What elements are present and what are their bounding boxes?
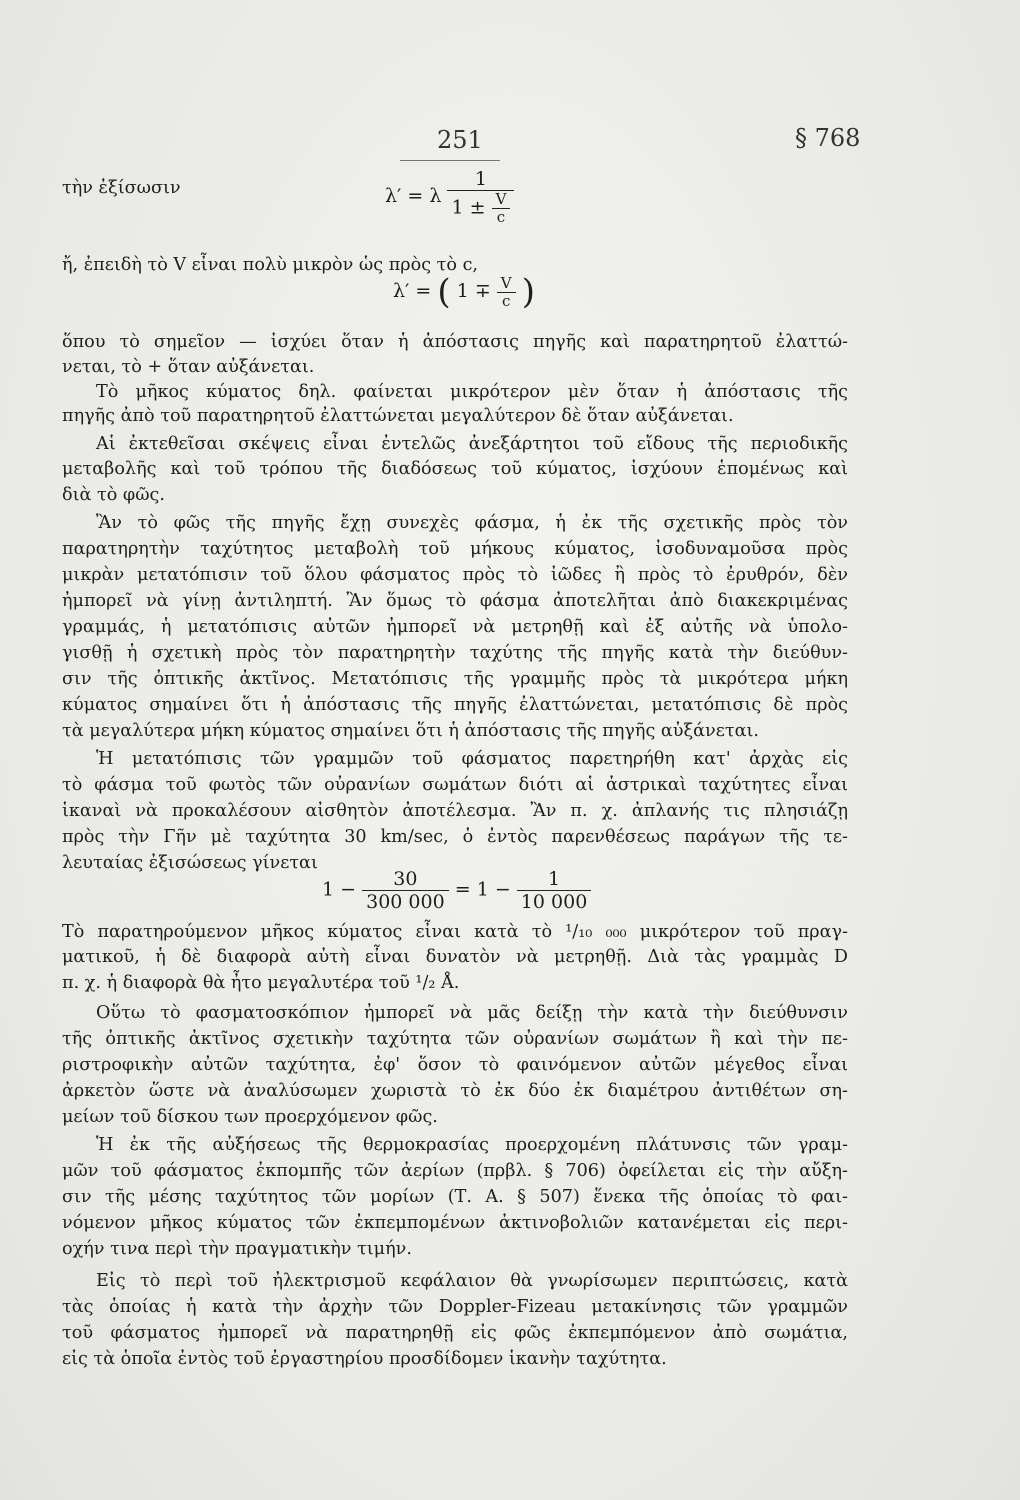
inner-numerator: V [492, 191, 511, 209]
right-paren: ) [521, 272, 535, 312]
inner-denominator: c [496, 208, 506, 226]
formula-numeric-example [322, 868, 591, 913]
text-line: ἀρκετὸν ὥστε νὰ ἀναλύσωμεν χωριστὰ τὸ ἐκ δύο ἐκ διαμέτρου ἀντιθέτων ση- [62, 1081, 848, 1101]
fraction-2-numerator: 1 [517, 868, 591, 891]
text-line: πηγῆς ἀπὸ τοῦ παρατηρητοῦ ἐλαττώνεται μεγαλύτερον δὲ ὅταν αὐξάνεται. [62, 406, 734, 426]
text-line: π. χ. ἡ διαφορὰ θὰ ἦτο μεγαλυτέρα τοῦ ¹/₂ Å. [62, 973, 460, 993]
paren-lead: 1 ∓ [456, 280, 491, 302]
formula-doppler-approx [393, 272, 535, 312]
formula-part: 1 − [322, 878, 357, 901]
text-line: παρατηρητὴν ταχύτητος μεταβολὴ τοῦ μήκους κύματος, ἰσοδυναμοῦσα πρὸς [62, 539, 848, 559]
page-header [0, 118, 1020, 158]
formula-part: = 1 − [454, 878, 511, 901]
formula-fraction-2 [517, 868, 591, 913]
text-line: σιν τῆς ὀπτικῆς ἀκτῖνος. Μετατόπισις τῆς γραμμῆς πρὸς τὰ μικρότερα μήκη [62, 669, 848, 689]
formula-numerator: V [497, 275, 516, 293]
text-line: Εἰς τὸ περὶ τοῦ ἠλεκτρισμοῦ κεφάλαιον θὰ γνωρίσωμεν περιπτώσεις, κατὰ [96, 1271, 848, 1291]
denominator-lead: 1 ± [451, 196, 486, 219]
formula-numerator: 1 [447, 168, 514, 191]
text-line: Τὸ μῆκος κύματος δηλ. φαίνεται μικρότερον μὲν ὅταν ἡ ἀπόστασις τῆς [96, 382, 848, 402]
text-line: νεται, τὸ + ὅταν αὐξάνεται. [62, 357, 315, 377]
section-number: § 768 [795, 124, 861, 152]
text-line: ὅπου τὸ σημεῖον — ἰσχύει ὅταν ἡ ἀπόστασις πηγῆς καὶ παρατηρητοῦ ἐλαττώ- [62, 332, 848, 352]
text-line: τὴν ἐξίσωσιν [62, 178, 181, 198]
text-line: γραμμάς, ἡ μετατόπισις αὐτῶν ἠμπορεῖ νὰ μετρηθῇ καὶ ἐξ αὐτῆς νὰ ὑπολο- [62, 617, 848, 637]
text-line: ἤ, ἐπειδὴ τὸ V εἶναι πολὺ μικρὸν ὡς πρὸς τὸ c, [62, 255, 479, 275]
text-line: τὸ φάσμα τοῦ φωτὸς τῶν οὐρανίων σωμάτων διότι αἱ ἀστρικαὶ ταχύτητες εἶναι [62, 775, 848, 795]
fraction-2-denominator: 10 000 [520, 891, 588, 913]
text-line: νόμενον μῆκος κύματος τῶν ἐκπεμπομένων ἀκτινοβολιῶν κατανέμεται εἰς περι- [62, 1213, 848, 1233]
formula-lhs: λ′ = [393, 280, 432, 302]
text-line: μῶν τοῦ φάσματος ἐκπομπῆς τῶν ἀερίων (πρβλ. § 706) ὀφείλεται εἰς τὴν αὔξη- [62, 1161, 848, 1181]
text-line: πρὸς τὴν Γῆν μὲ ταχύτητα 30 km/sec, ὁ ἐντὸς παρενθέσεως παράγων τῆς τε- [62, 827, 848, 847]
text-line: εἰς τὰ ὁποῖα ἐντὸς τοῦ ἐργαστηρίου προσδίδομεν ἱκανὴν ταχύτητα. [62, 1349, 667, 1369]
text-line: τοῦ φάσματος ἠμπορεῖ νὰ παρατηρηθῇ εἰς φῶς ἐκπεμπόμενον ἀπὸ σωμάτια, [62, 1323, 848, 1343]
text-line: μείων τοῦ δίσκου των προερχόμενον φῶς. [62, 1107, 438, 1127]
left-paren: ( [437, 272, 451, 312]
text-line: μικρὰν μετατόπισιν τοῦ ὅλου φάσματος πρὸς τὸ ἰῶδες ἢ πρὸς τὸ ἐρυθρόν, δὲν [62, 565, 848, 585]
text-line: Ἂν τὸ φῶς τῆς πηγῆς ἔχῃ συνεχὲς φάσμα, ἡ ἐκ τῆς σχετικῆς πρὸς τὸν [96, 513, 848, 533]
text-line: ἠμπορεῖ νὰ γίνῃ ἀντιληπτή. Ἂν ὅμως τὸ φάσμα ἀποτελῆται ἀπὸ διακεκριμένας [62, 591, 848, 611]
formula-fraction-1 [362, 868, 449, 913]
text-line: ριστροφικὴν αὐτῶν ταχύτητα, ἐφ' ὅσον τὸ φαινόμενον αὐτῶν μέγεθος εἶναι [62, 1055, 848, 1075]
text-line: Ἡ ἐκ τῆς αὐξήσεως τῆς θερμοκρασίας προερχομένη πλάτυνσις τῶν γραμ- [96, 1135, 848, 1155]
text-line: οχήν τινα περὶ τὴν πραγματικὴν τιμήν. [62, 1239, 412, 1259]
text-line: μεταβολῆς καὶ τοῦ τρόπου τῆς διαδόσεως τοῦ κύματος, ἰσχύουν ἑπομένως καὶ [62, 459, 848, 479]
fraction-1-numerator: 30 [362, 868, 449, 891]
formula-fraction [447, 168, 514, 226]
formula-lhs: λ′ = λ [385, 185, 442, 207]
text-line: Ἡ μετατόπισις τῶν γραμμῶν τοῦ φάσματος παρετηρήθη κατ' ἀρχὰς εἰς [96, 749, 848, 769]
formula-denominator [447, 191, 514, 226]
text-line: ματικοῦ, ἡ δὲ διαφορὰ αὐτὴ εἶναι δυνατὸν νὰ μετρηθῇ. Διὰ τὰς γραμμὰς D [62, 947, 848, 967]
text-line: τῆς ὀπτικῆς ἀκτῖνος σχετικὴν ταχύτητα τῶν οὐρανίων σωμάτων ἢ καὶ τὴν πε- [62, 1029, 848, 1049]
text-line: τὰς ὁποίας ἡ κατὰ τὴν ἀρχὴν τῶν Doppler-Fizeau μετακίνησις τῶν γραμμῶν [62, 1297, 848, 1317]
inner-fraction [492, 191, 511, 226]
text-line: λευταίας ἐξισώσεως γίνεται [62, 853, 318, 873]
text-line: γισθῇ ἡ σχετικὴ πρὸς τὸν παρατηρητὴν ταχύτης τῆς πηγῆς κατὰ τὴν διεύθυν- [62, 643, 848, 663]
fraction-1-denominator: 300 000 [366, 891, 445, 913]
text-line: ἱκαναὶ νὰ προκαλέσουν αἰσθητὸν ἀποτέλεσμα. Ἂν π. χ. ἀπλανής τις πλησιάζῃ [62, 801, 848, 821]
formula-denominator: c [502, 291, 511, 310]
text-line: σιν τῆς μέσης ταχύτητος τῶν μορίων (Τ. Α. § 507) ἕνεκα τῆς ὁποίας τὸ φαι- [62, 1187, 848, 1207]
text-line: Τὸ παρατηρούμενον μῆκος κύματος εἶναι κατὰ τὸ ¹/₁₀ ₀₀₀ μικρότερον τοῦ πραγ- [62, 922, 848, 942]
text-line: Οὕτω τὸ φασματοσκόπιον ἠμπορεῖ νὰ μᾶς δείξῃ τὴν κατὰ τὴν διεύθυνσιν [96, 1003, 848, 1023]
text-line: τὰ μεγαλύτερα μήκη κύματος σημαίνει ὅτι ἡ ἀπόστασις τῆς πηγῆς αὐξάνεται. [62, 721, 759, 741]
header-rule [400, 160, 500, 161]
formula-fraction [497, 275, 516, 310]
text-line: Αἱ ἐκτεθεῖσαι σκέψεις εἶναι ἐντελῶς ἀνεξάρτητοι τοῦ εἴδους τῆς περιοδικῆς [96, 434, 848, 454]
formula-doppler-exact [385, 168, 514, 226]
page-number: 251 [437, 126, 483, 154]
text-line: διὰ τὸ φῶς. [62, 485, 165, 505]
text-line: κύματος σημαίνει ὅτι ἡ ἀπόστασις τῆς πηγῆς ἐλαττώνεται, μετατόπισις δὲ πρὸς [62, 695, 848, 715]
